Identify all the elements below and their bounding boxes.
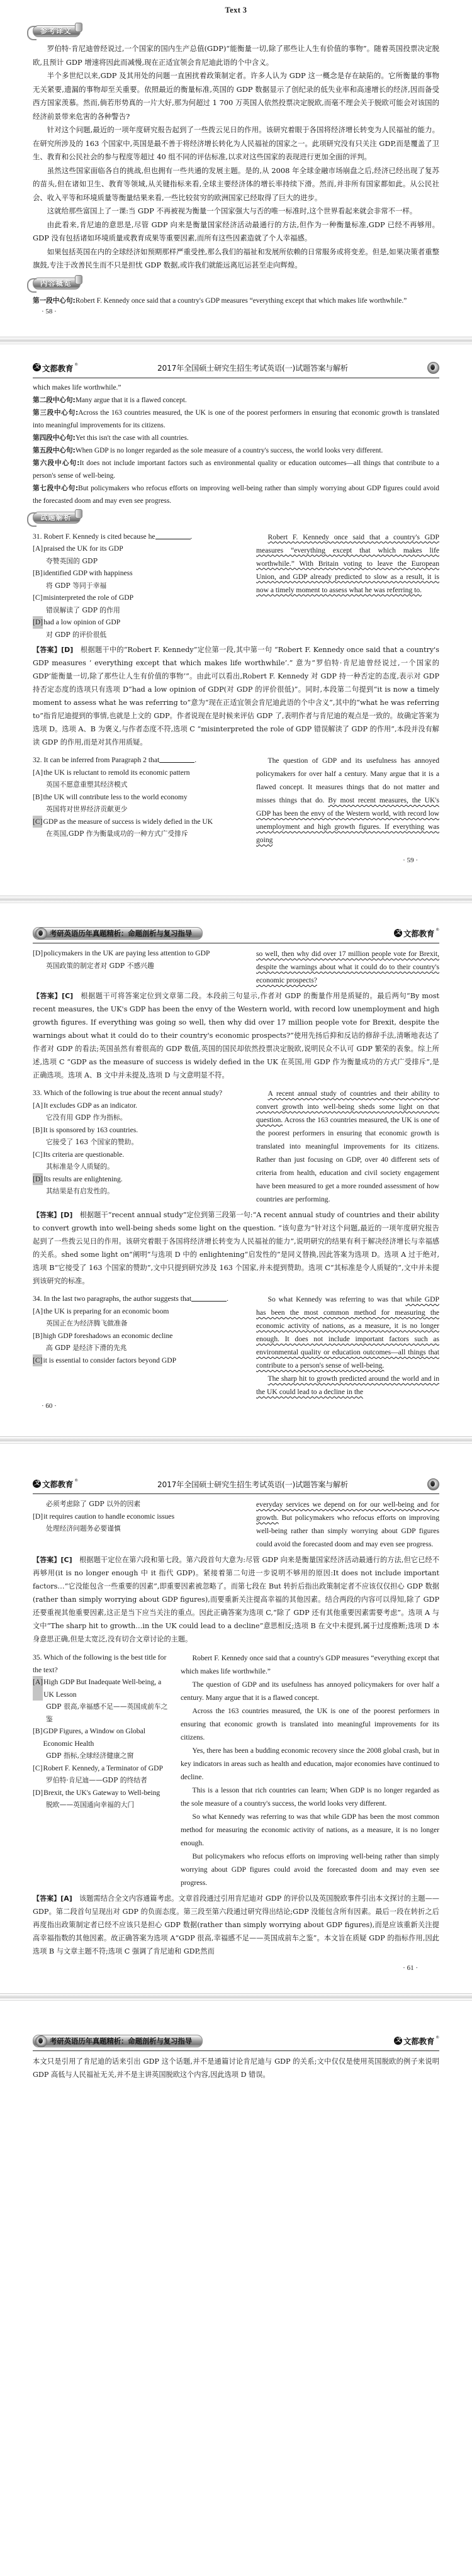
passage-highlight: so well, then why did over 17 million people vote for Brexit, despite the warnings about what it could do to their country's economic prospects? (256, 950, 439, 984)
overview-text: Across the 163 countries measured, the UK is one of the poorest performers in ensuring that economic growth is translated into meaningful improvements for its citizens. (33, 408, 439, 429)
publisher-logo (394, 2035, 439, 2047)
translation-paragraph: 半个多世纪以来,GDP 及其用处的问题一直困扰着政策制定者。许多人认为 GDP 这一概念是存在缺陷的。它所衡量的事物无关紧要,遗漏的事物却至关重要。依照最近的衡量标准,英国的 GDP 数据显示了创纪录的低失业率和高速增长的经济,因而备受西方国家羡慕。然而,倘若形势真的一片大好,那为何超过 1 700 万英国人依然投票决定脱欧,而毫不理会关于脱欧可能会对该国的经济前景带来危害的各种警告? (33, 71, 439, 121)
page-58 (0, 0, 472, 337)
source-passage-column (256, 531, 439, 597)
answer-key: 【答案】[D] (33, 1211, 73, 1219)
answer-key: 【答案】[A] (33, 1894, 72, 1903)
option-tag: [A] (33, 768, 43, 777)
badge-hook-icon (27, 512, 37, 527)
option-translation: 英国政策的制定者对 GDP 不感兴趣 (46, 961, 154, 970)
overview-text: It does not include important factors such as environmental quality or education outcomes—all things that contribute to a person's sense of well-being. (33, 459, 439, 480)
answer-explanation-35 (33, 1892, 439, 1958)
overview-text: Yet this isn't the case with all countries. (75, 434, 189, 442)
page-number: · 60 · (42, 1402, 57, 1410)
page-number: · 59 · (403, 857, 418, 864)
source-passage (256, 531, 439, 597)
option-b[interactable] (33, 567, 244, 580)
badge-label: 参考译文 (40, 27, 72, 35)
overview-item (33, 444, 439, 457)
option-text: praised the UK for its GDP (43, 544, 123, 553)
option-tag-correct: [A] (33, 1676, 43, 1701)
question-stem (33, 1087, 244, 1100)
question-number: 35. (33, 1653, 42, 1662)
option-translation: 夸赞英国的 GDP (46, 556, 98, 565)
question-block-34-continued (33, 1498, 439, 1551)
source-passage-paragraph: Across the 163 countries measured, the UK is one of the poorest performers in ensuring that economic growth is translated into meaningful improvements for its citizens. (181, 1707, 439, 1741)
question-column (33, 754, 244, 840)
question-block-35 (33, 1651, 439, 1889)
overview-label: 第四段中心句: (33, 434, 76, 442)
option-tag-correct: [D] (33, 616, 43, 629)
option-text: Its criteria are questionable. (43, 1150, 125, 1159)
overview-item (33, 432, 439, 444)
option-tag: [B] (33, 1331, 43, 1340)
running-header (33, 926, 439, 943)
question-number: 32. (33, 756, 42, 764)
translation-paragraph: 罗伯特·肯尼迪曾经说过,一个国家的国内生产总值(GDP)“能衡量一切,除了那些让人生有价值的事物”。随着英国投票决定脱欧,且预计 GDP 增速将因此而减慢,现在正适宜领会肯尼迪此语的个中含义。 (33, 44, 439, 67)
publisher-logo (33, 1478, 78, 1490)
question-stem: 34. In the last two paragraphs, the author suggests that . (33, 1295, 229, 1303)
logo-text: 文都教育 (42, 363, 74, 373)
option-text: policymakers in the UK are paying less attention to GDP (43, 949, 210, 957)
source-passage-paragraph: So what Kennedy was referring to was that while GDP has been the most common method for measuring the economic activity of nations, as a measure, it is no longer enough. (181, 1813, 439, 1847)
publisher-logo (394, 928, 439, 939)
question-column (33, 1651, 168, 1811)
source-passage-paragraph: The question of GDP and its usefulness has annoyed policymakers for over half a century. Many argue that it is a flawed concept. (181, 1680, 439, 1702)
option-b[interactable] (33, 1330, 244, 1342)
logo-mark-icon: 文 (394, 929, 402, 937)
option-translation: 处理经济问题务必要谨慎 (46, 1524, 121, 1533)
badge-hook-icon (27, 278, 37, 293)
option-text: Brexit, the UK's Gateway to Well-being (43, 1788, 160, 1797)
badge-hook-icon (27, 26, 37, 40)
source-passage-column (256, 1498, 439, 1551)
option-translation: 英国正在为经济腾飞做准备 (46, 1319, 128, 1327)
passage-highlight: The sharp hit to growth predicted around the world and in the UK could lead to a decline in the (256, 1375, 439, 1396)
question-block-33 (33, 1087, 439, 1206)
running-header (33, 1476, 439, 1494)
overview-text: Robert F. Kennedy once said that a country's GDP measures “everything except that which makes life worthwhile.” (75, 296, 407, 305)
option-tag: [C] (33, 1763, 43, 1772)
translation-paragraph: 这就给那些富国上了一课:当 GDP 不再被视为衡量一个国家强大与否的唯一标准时,这个世界看起来就会非常不一样。 (47, 206, 417, 215)
option-b[interactable] (33, 1725, 168, 1750)
option-translation: GDP 指标,全球经济健康之窗 (46, 1752, 134, 1760)
seal-icon (427, 1478, 439, 1490)
answer-explanation-32 (33, 989, 439, 1082)
option-translation: 罗伯特·肯尼迪——GDP 的终结者 (46, 1776, 147, 1784)
badge-pill (33, 512, 81, 524)
overview-text: Many argue that it is a flawed concept. (75, 396, 187, 404)
logo-text: 文都教育 (403, 929, 435, 938)
answer-body: 根据题干中的“Robert F. Kennedy”定位第一段,其中第一句 “Robert F. Kennedy once said that a country's GDP measures ‘ everything except that which makes life worthwhile’.” 意为“罗伯特·肯尼迪曾经说过,一个国家的 GDP‘能衡量一切,除了那些让人生有价值的事物’”。由此可以看出,Robert F. Kennedy 对 GDP 持一种否定的态度,表示对 GDP 持否定态度的选项只有选项 D“had a low opinion of GDP(对 GDP 的评价很低)”。同时,本段第二句提到“it is now a timely moment to assess what he was referring to”意为“现在正适宜领会肯尼迪此语的个中含义”,其中的“what he was referring to”指肯尼迪提到的事情,也就是上文的 GDP。作者说现在是时候来评估 GDP 了,表明作者与肯尼迪的观点是一致的。故确定答案为选项 D。选项 A、B 为褒义,与作者态度不符,选项 C “misinterpreted the role of GDP 错误解读了 GDP 的作用”,本段并没有解读 GDP 的作用,而是对其作用质疑。 (33, 646, 439, 746)
question-stem (33, 1651, 168, 1676)
option-a[interactable] (33, 767, 244, 779)
publisher-logo (33, 363, 78, 374)
option-tag: [B] (33, 569, 43, 577)
registered-mark-icon: ® (74, 362, 79, 367)
option-tag: [B] (33, 1125, 43, 1134)
option-tag: [A] (33, 544, 43, 553)
option-text: Robert F. Kennedy, a Terminator of GDP (43, 1763, 163, 1772)
registered-mark-icon: ® (74, 1478, 79, 1483)
option-translation: 必须考虑除了 GDP 以外的因素 (46, 1500, 141, 1508)
option-tag: [C] (33, 593, 43, 602)
option-text: the UK is reluctant to remold its economic pattern (43, 768, 190, 777)
registered-mark-icon: ® (435, 2035, 439, 2040)
passage-highlight: while GDP has been the most common method for measuring the economic activity of nations, as a measure, it is no longer enough. It does not include important factors such as environmental quality or education outcomes—all things that contribute to a person's sense of well-being. (256, 1295, 439, 1370)
page-61 (0, 1476, 472, 1993)
answer-explanation-35-continued: 本文只是引用了肯尼迪的话来引出 GDP 这个话题,并不是通篇讨论肯尼迪与 GDP 的关系;文中仅仅是使用英国脱欧的例子来说明 GDP 高低与人民福祉无关,并不是主讲英国脱欧这个内容,因此选项 D 错误。 (33, 2057, 439, 2079)
question-text: In the last two paragraphs, the author suggests that (43, 1295, 192, 1303)
page-59 (0, 361, 472, 896)
option-text: Its results are enlightening. (43, 1174, 123, 1183)
option-text: It is sponsored by 163 countries. (43, 1125, 138, 1134)
source-passage-paragraph: But policymakers who refocus efforts on improving well-being rather than simply worrying about GDP figures could avoid the forecasted doom and may even see progress. (181, 1852, 439, 1887)
option-translation: 其结果是有启发性的。 (46, 1187, 114, 1195)
answer-body: 该题需结合全文内容通篇考虑。文章首段通过引用肯尼迪对 GDP 的评价以及英国脱欧事件引出本文探讨的主题——GDP。第二段首句呈现出对 GDP 的负面态度。第三段至第六段通过研究得出结论;GDP 没能包含所有因素。最后一段在转折之后再度指出政策制定者已经不应该只是担心 GDP 数据(rather than simply worrying about GDP figures),而是应该重新关注提高幸福指数的其他因素。故正确答案为选项 A“GDP 很高,幸福感不足——英国成前车之鉴”。本文旨在质疑 GDP 的指标作用,因此选项 B 与文章主题不符;选项 C 强调了肯尼迪和 GDP,然而 (33, 1894, 439, 1955)
chapter-title: 考研英语历年真题精析：命题剖析与复习指导 (50, 929, 192, 938)
option-text: misinterpreted the role of GDP (43, 593, 134, 602)
source-passage (256, 1372, 439, 1398)
option-tag-correct: [D] (33, 1173, 43, 1186)
option-a[interactable] (33, 1676, 168, 1701)
overview-item (33, 295, 439, 307)
answer-body: 根据题干可将答案定位到文章第二段。本段前三句显示,作者对 GDP 的衡量作用是质疑的。最后两句“By most recent measures, the UK's GDP has been the envy of the Western world, with record low unemployment and high growth figures. If everything was going so well, then why did over 17 million people vote for Brexit, despite the warnings about what it could do to their country's economic prospects?”使用先扬后抑和反诘的修辞手法,清晰地表达了作者对 GDP 的看法;英国虽然有着很高的 GDP 数值,英国的国民却依然投票决定脱欧,说明民众不认可 GDP 繁荣的表象。综上所述,选项 C “GDP as the measure of success is widely defied in the UK 在英国,用 GDP 作为衡量成功的方式广受排斥”,是正确选项。选项 A、B 文中并未提及,选项 D 与文意明显不符。 (33, 992, 439, 1079)
logo-mark-icon: 文 (394, 2037, 402, 2045)
question-block-34 (33, 1293, 439, 1398)
source-passage-paragraph: Yes, there has been a budding economic recovery since the 2008 global crash, but in key indicators in areas such as health and education, major economies have continued to decline. (181, 1746, 439, 1781)
option-tag: [A] (33, 1307, 43, 1315)
answer-explanation-31 (33, 643, 439, 749)
question-number: 34. (33, 1295, 42, 1303)
option-d[interactable] (33, 1510, 244, 1523)
option-translation: 错误解读了 GDP 的作用 (46, 605, 120, 614)
badge-knob-icon (75, 23, 82, 32)
scan-page-separator (0, 337, 472, 344)
option-translation: 对 GDP 的评价很低 (46, 630, 107, 639)
badge-pill (33, 278, 81, 290)
seal-icon (427, 362, 439, 374)
question-text: Which of the following is true about the recent annual study? (43, 1089, 223, 1097)
option-c[interactable] (33, 1354, 244, 1367)
option-text: the UK is preparing for an economic boom (43, 1307, 169, 1315)
option-text: GDP Figures, a Window on Global Economic Health (43, 1727, 145, 1748)
overview-continuation: which makes life worthwhile.” (33, 383, 121, 391)
source-passage: So what Kennedy was referring to was that while GDP has been the most common method for measuring the economic activity of nations, as a measure, it is no longer enough. It does not include important factors such as environmental quality or education outcomes—all things that contribute to a person's sense of well-being. (256, 1295, 439, 1370)
option-text: the UK will contribute less to the world economy (43, 792, 188, 801)
option-tag-correct: [C] (33, 816, 42, 828)
option-text: It excludes GDP as an indicator. (43, 1101, 138, 1110)
option-a[interactable] (33, 543, 244, 555)
option-translation: 在英国,GDP 作为衡量成功的一种方式广受排斥 (46, 830, 188, 838)
page-60 (0, 926, 472, 1436)
scan-page-separator (0, 896, 472, 903)
option-tag: [D] (33, 949, 43, 957)
chapter-title-pill (33, 927, 203, 940)
option-d[interactable] (33, 616, 244, 629)
option-d[interactable] (33, 1173, 244, 1186)
question-stem: 32. It can be inferred from Paragraph 2 that . (33, 756, 197, 764)
answer-body: 根据题干定位在第六段和第七段。第六段首句大意为:尽管 GDP 向来是衡量国家经济活动最通行的方法,但它已经不再够用(it is no longer enough 中 it 指代 GDP)。紧接着第二句进一步说明不够用的原因:It does not include important factors…“它没能包含一些重要的因素”,即重要因素被忽略了。而第七段在 But 转折后指出政策制定者不应该仅仅担心 GDP 数据(rather than simply worrying about GDP figures),而要重新关注提高幸福的其他因素。结合两段的内容可以得知,除了 GDP 还要重视其他重要因素,这正是当下应当关注的重点。因此正确答案为选项 C,“除了 GDP 还有其他重要因素需要考虑”。选项 A 与文中“The sharp hit to growth…in the UK could lead to a decline”意思相反;选项 B 在文中未提到,属于过度推断;选项 D 本身意思正确,但是太宽泛,没有切合文章讨论的主题。 (33, 1556, 440, 1643)
option-c[interactable] (33, 592, 244, 604)
logo-mark-icon: 文 (33, 1480, 41, 1488)
question-column (33, 531, 244, 641)
question-text: It can be inferred from Paragraph 2 that (43, 756, 160, 764)
source-passage: everyday services we depend on for our well-being and for growth. But policymakers who refocus efforts on improving well-being rather than simply worrying about GDP figures could avoid the forecasted doom and may even see progress. (256, 1500, 439, 1548)
badge-knob-icon (75, 509, 82, 519)
translation-paragraph: 针对这个问题,最近的一项年度研究报告起到了一些拨云见日的作用。该研究着眼于各国将经济增长转变为人民福祉的能力。在研究所涉及的 163 个国家中,英国是最不善于将经济增长转化为人民福祉的国家之一。此项研究没有只关注 GDP,而是覆盖了卫生、教育和公民社会的参与程度等超过 40 组不同的评估标准,以求对这些国家的表现进行更加全面的评判。 (33, 125, 439, 161)
overview-item (33, 457, 439, 482)
option-c[interactable] (33, 1762, 168, 1775)
option-translation: 高 GDP 是经济下滑的先兆 (46, 1344, 127, 1352)
option-text: it requires caution to handle economic issues (43, 1512, 175, 1521)
question-column (33, 947, 244, 972)
question-column (33, 1293, 244, 1366)
logo-text: 文都教育 (403, 2037, 435, 2046)
overview-label: 第五段中心句: (33, 446, 76, 454)
option-c[interactable] (33, 1149, 244, 1161)
answer-explanation-34 (33, 1553, 439, 1646)
passage-highlight: everyday services we depend on for our well-being and for growth. (256, 1500, 439, 1522)
answer-key: 【答案】[C] (33, 992, 74, 1000)
overview-text: But policymakers who refocus efforts on improving well-being rather than simply worrying about GDP figures could avoid the forecasted doom and may even see progress. (33, 484, 439, 505)
option-d[interactable] (33, 1787, 168, 1799)
option-a[interactable] (33, 1100, 244, 1112)
option-translation: 英国将对世界经济贡献更少 (46, 805, 128, 813)
source-passage-column (256, 754, 439, 864)
overview-text: When GDP is no longer regarded as the sole measure of a country's success, the world looks very different. (75, 446, 383, 454)
answer-body: 根据题干“recent annual study”定位到第三段第一句:“A recent annual study of countries and their ability to convert growth into well-being sheds some light on the question. ”该句意为“针对这个问题,最近的一项年度研究报告起到了一些拨云见日的作用。该研究着眼于各国将经济增长转变为人民福祉的能力”,说明研究的结果有利于解决经济增长与幸福感的关系。shed some light on“阐明”与选项 D 中的 enlightening“启发性的”是同义替换,因此答案为选项 D。选项 A 过于绝对,选项 B“它接受了 163 个国家的赞助”,文中只提到研究涉及 163 个国家,并未提到赞助。选项 C“其标准是令人质疑的”,文中并未提到该研究的标准。 (33, 1211, 439, 1285)
question-text: Which of the following is the best title for the text? (33, 1653, 167, 1674)
badge-label: 内容概览 (40, 279, 72, 288)
source-passage: A recent annual study of countries and their ability to convert growth into well-being sheds some light on that question. Across the 163 countries measured, the UK is one of the poorest performers in ensuring that economic growth is translated into meaningful improvements for its citizens. Rather than just focusing on GDP, over 40 different sets of criteria from health, education and civil society engagement have been measured to get a more rounded assessment of how countries are performing. (256, 1089, 439, 1203)
chapter-title: 考研英语历年真题精析：命题剖析与复习指导 (50, 2037, 192, 2045)
source-passage-paragraph: Robert F. Kennedy once said that a country's GDP measures “everything except that which makes life worthwhile.” (181, 1654, 439, 1675)
logo-mark-icon: 文 (33, 363, 41, 371)
overview-item (33, 407, 439, 432)
running-header (33, 2033, 439, 2051)
seal-icon (35, 928, 47, 940)
question-number: 31. (33, 532, 42, 541)
question-number: 33. (33, 1089, 42, 1097)
overview-label: 第三段中心句: (33, 408, 79, 417)
exam-title: 2017年全国硕士研究生招生考试英语(一)试题答案与解析 (157, 364, 349, 373)
passage-highlight: A recent annual study of countries and their ability to convert growth into well-being sheds some light on that question. (256, 1089, 439, 1124)
registered-mark-icon: ® (435, 928, 439, 932)
option-text: had a low opinion of GDP (43, 618, 121, 626)
option-b[interactable] (33, 1124, 244, 1137)
answer-key: 【答案】[C] (33, 1556, 72, 1564)
translation-paragraph: 如果包括英国在内的全球经济如预期那样严重受挫,那么我们的福祉和发展所依赖的日常服务或将变差。但是,如果决策者重整旗鼓,专注于改善民生而不只是担忧 GDP 数据,或许我们就能远离厄运甚至走向辉煌。 (33, 247, 439, 269)
option-b[interactable] (33, 791, 244, 804)
overview-item (33, 394, 439, 407)
option-c[interactable] (33, 816, 244, 828)
translation-paragraph: 由此看来,肯尼迪的意思是,尽管 GDP 向来是衡量国家经济活动最通行的方法,但作为一种衡量标准,GDP 已经不再够用。GDP 没有包括诸如环境质量或教育成果等重要因素,而所有这些因素造就了个人幸福感。 (33, 220, 439, 242)
option-translation: 其标准是令人质疑的。 (46, 1162, 114, 1171)
text-heading: Text 3 (225, 6, 247, 14)
translation-paragraph: 虽然这些国家面临各自的挑战,但也拥有一些共通的发展主题。是的,从 2008 年全球金融市场崩盘之后,经济已经出现了复苏的苗头,但在诸如卫生、教育等领域,从关键指标来看,全球主要经济体的增长率持续下滑。然而,并非所有国家都如此。从公民社会、收入平等和环境质量等衡量结果来看,一些比较贫穷的欧洲国家已经取得了巨大的进步。 (33, 166, 439, 202)
question-block-32 (33, 754, 439, 864)
source-passage-column (256, 1087, 439, 1206)
option-translation: 脱欧——英国通向幸福的大门 (46, 1801, 135, 1809)
overview-label: 第一段中心句: (33, 296, 76, 305)
page-number: · 58 · (42, 307, 57, 315)
option-tag: [A] (33, 1101, 43, 1110)
passage-highlight: Robert F. Kennedy once said that a country's GDP measures “everything except that which makes life worthwhile.” With Britain voting to leave the European Union, and GDP already predicted to slow as a result, it is now a timely moment to assess what he was referring to. (256, 532, 439, 594)
page-number: · 61 · (403, 1964, 418, 1972)
answer-blank[interactable] (191, 1301, 227, 1302)
option-text: GDP as the measure of success is widely defied in the UK (43, 817, 213, 826)
answer-blank[interactable] (159, 762, 194, 763)
option-d[interactable] (33, 947, 244, 960)
question-block-31 (33, 531, 439, 641)
exam-title: 2017年全国硕士研究生招生考试英语(一)试题答案与解析 (157, 1480, 349, 1489)
badge-pill (33, 25, 81, 37)
overview-label: 第六段中心句: (33, 459, 80, 467)
option-tag-correct: [C] (33, 1354, 42, 1367)
overview-badge (33, 278, 472, 293)
badge-label: 试题解析 (40, 513, 72, 522)
option-a[interactable] (33, 1305, 244, 1318)
question-block-32-continued (33, 947, 439, 987)
badge-knob-icon (75, 275, 82, 284)
option-translation: 它接受了 163 个国家的赞助。 (46, 1138, 138, 1146)
question-column (33, 1498, 244, 1535)
source-passage: The question of GDP and its usefulness has annoyed policymakers for over half a century. Many argue that it is a flawed concept. It measures things that do not matter and misses things that do. By most recent measures, the UK's GDP has been the envy of the Western world, with record low unemployment and high growth figures. If everything was going (256, 756, 439, 844)
option-tag: [D] (33, 1788, 43, 1797)
question-column (33, 1087, 244, 1198)
analysis-badge (33, 512, 472, 527)
overview-label: 第七段中心句: (33, 484, 79, 492)
scan-page-separator (0, 1993, 472, 2001)
option-translation: 它没有用 GDP 作为指标。 (46, 1113, 127, 1122)
source-passage (256, 947, 439, 987)
chapter-title-pill (33, 2035, 203, 2047)
option-text: High GDP But Inadequate Well-being, a UK Lesson (43, 1678, 162, 1699)
seal-icon (35, 2035, 47, 2047)
option-tag: [C] (33, 1150, 43, 1159)
translation-badge (33, 25, 472, 40)
source-passage-column (181, 1651, 439, 1889)
option-text: it is essential to consider factors beyond GDP (43, 1356, 177, 1364)
scan-page-separator (0, 1436, 472, 1444)
page-62-partial (0, 2033, 472, 2089)
overview-label: 第二段中心句: (33, 396, 76, 404)
option-text: high GDP foreshadows an economic decline (43, 1331, 173, 1340)
question-stem: 31. Robert F. Kennedy is cited because he . (33, 532, 193, 541)
overview-item (33, 482, 439, 507)
option-translation: 将 GDP 等同于幸福 (46, 581, 107, 590)
logo-text: 文都教育 (42, 1480, 74, 1489)
option-tag: [B] (33, 792, 43, 801)
answer-explanation-33 (33, 1208, 439, 1288)
option-tag: [D] (33, 1512, 43, 1521)
source-passage-column (256, 947, 439, 987)
option-tag: [B] (33, 1727, 43, 1735)
answer-key: 【答案】[D] (33, 646, 74, 654)
passage-highlight: By most recent measures, the UK's GDP has been the envy of the Western world, with record low unemployment and high growth figures. If everything was going (256, 796, 439, 844)
option-translation: GDP 很高,幸福感不足——英国成前车之鉴 (46, 1702, 168, 1723)
option-translation: 英国不愿意重塑其经济模式 (46, 780, 128, 789)
running-header (33, 361, 439, 378)
source-passage-column (256, 1293, 439, 1398)
option-text: identified GDP with happiness (43, 569, 133, 577)
source-passage-paragraph: This is a lesson that rich countries can learn; When GDP is no longer regarded as the sole measure of a country's success, the world looks very different. (181, 1786, 439, 1808)
question-text: Robert F. Kennedy is cited because he (43, 532, 155, 541)
